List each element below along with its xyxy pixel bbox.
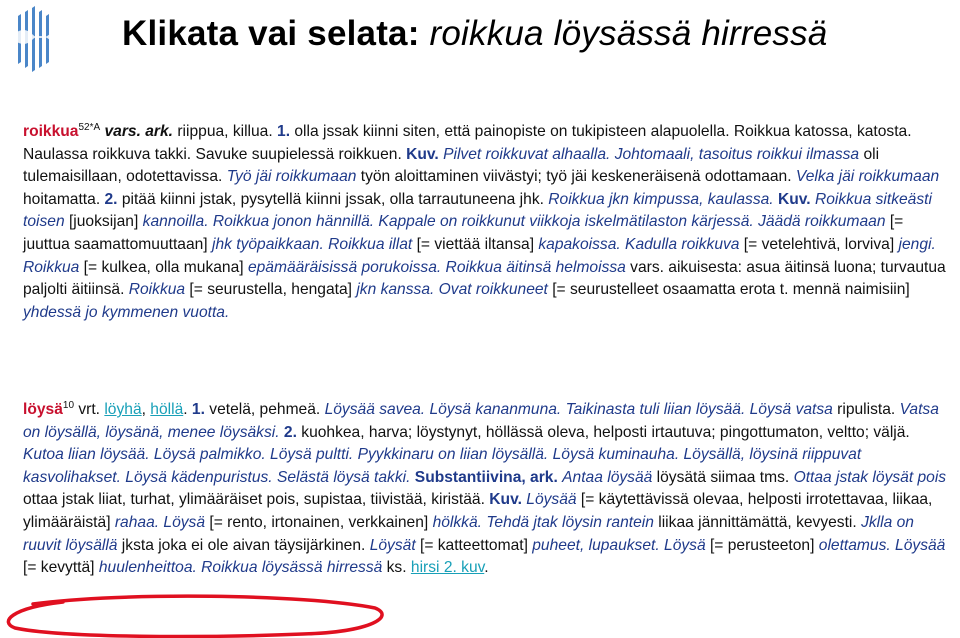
definition-text: ottaa jstak liiat, turhat, ylimääräiset pois, supistaa, tiivistää, kiristää. — [23, 491, 490, 509]
gloss-text: [= rento, irtonainen, verkkainen] — [205, 513, 433, 531]
example-text: hölkkä. Tehdä jtak löysin rantein — [432, 513, 654, 531]
sense-number: 2. — [283, 423, 297, 441]
example-text: Roikkua jkn kimpussa, kaulassa. — [548, 190, 774, 208]
highlight-oval — [3, 594, 388, 638]
example-text: Löysää savea. Löysä kananmuna. Taikinasta tuli liian löysää. Löysä vatsa — [324, 401, 833, 418]
example-text: Pilvet roikkuvat alhaalla. Johtomaali, tasoitus roikkui ilmassa — [438, 145, 860, 163]
sense-number: 1. — [191, 401, 205, 418]
separator-text: . — [183, 401, 192, 418]
headword: löysä — [23, 401, 63, 418]
title-main: Klikata vai selata: — [122, 14, 430, 53]
sense-number: 1. — [277, 123, 291, 140]
crossref-link-holla[interactable]: höllä — [150, 401, 184, 418]
example-text: Löysät — [369, 536, 416, 554]
gloss-text: [= vetelehtivä, lorviva] — [739, 235, 899, 253]
example-text: Antaa löysää — [562, 468, 653, 486]
example-text: Löysää — [526, 491, 577, 509]
example-text: Roikkua illat — [328, 235, 413, 253]
example-text: yhdessä jo kymmenen vuotta. — [23, 303, 230, 321]
usage-label: vars. ark. — [100, 123, 174, 140]
definition-text: vrt. — [74, 401, 105, 418]
headword: roikkua — [23, 123, 79, 140]
example-text: puheet, lupaukset. Löysä — [532, 536, 706, 554]
crossref-link-hirsi[interactable]: hirsi 2. kuv — [410, 559, 485, 577]
gloss-text: [= kevyttä] — [23, 559, 99, 577]
example-text: jengi. — [898, 235, 936, 253]
example-text: Roikkua sitkeästi toisen — [23, 190, 932, 231]
figurative-label: Kuv. — [406, 145, 439, 163]
example-text: rahaa. Löysä — [114, 513, 206, 531]
crossref-link-loyha[interactable]: löyhä — [104, 401, 142, 418]
definition-text: hoitamatta. — [23, 190, 105, 208]
dictionary-entry-roikkua — [23, 121, 948, 324]
definition-text: ks. — [382, 559, 411, 577]
definition-text: vars. aikuisesta: asua äitinsä luona; turvautua paljolti äitiinsä. — [23, 258, 946, 299]
definition-text: jksta joka ei ole aivan täysijärkinen. — [117, 536, 370, 554]
kielikello-wave-logo-icon — [12, 4, 52, 72]
example-text: olettamus. Löysää — [818, 536, 946, 554]
definition-text: riippua, killua. — [173, 123, 278, 140]
inflection-code: 10 — [62, 399, 75, 411]
example-text: Roikkua — [128, 281, 186, 299]
example-text: Jklla on ruuvit löysällä — [23, 513, 914, 554]
gloss-text: [= seurustella, hengata] — [185, 281, 357, 299]
gloss-text: [= seurustelleet osaamatta erota t. mennä naimisiin] — [547, 281, 910, 299]
example-text: Velka jäi roikkumaan — [795, 168, 940, 186]
definition-text: olla jssak kiinni siten, että painopiste on tukipisteen alapuolella. Roikkua katossa, katosta. Naulassa roikkuva takki. Savuke suupielessä roikkuen. — [23, 123, 912, 163]
sense-number: 2. — [104, 190, 118, 208]
page-title — [122, 14, 827, 54]
definition-text: työn aloittaminen viivästyi; työ jäi keskeneräisenä odottamaan. — [356, 168, 796, 186]
definition-text: löysätä siimaa tms. — [652, 468, 794, 486]
definition-text: kuohkea, harva; löystynyt, höllässä oleva, helposti irtautuva; pingottumaton, veltto; väljä. — [296, 423, 910, 441]
dictionary-entry-loysa — [23, 399, 948, 580]
gloss-text: [= katteettomat] — [415, 536, 533, 554]
definition-text: ripulista. — [832, 401, 900, 418]
gloss-text: [= viettää iltansa] — [412, 235, 539, 253]
gloss-text: [= juuttua saamattomuuttaan] — [23, 213, 904, 253]
definition-text: pitää kiinni jstak, pysytellä kiinni jssak, olla tarrautuneena jhk. — [117, 190, 549, 208]
separator-text: , — [141, 401, 151, 418]
usage-label: Substantiivina, ark. — [414, 468, 558, 486]
separator-text: . — [484, 559, 489, 577]
inflection-code: 52*A — [78, 121, 101, 133]
example-text: kannoilla. Roikkua jonon hännillä. Kappale on roikkunut viikkoja iskelmätilaston kärjessä. Jäädä roikkumaan — [142, 213, 886, 231]
example-text: kapakoissa. Kadulla roikkuva — [538, 235, 740, 253]
example-text: Vatsa on löysällä, löysänä, menee löysäksi. — [23, 401, 939, 441]
example-text: Roikkua — [23, 258, 80, 276]
example-text: jhk työpaikkaan. — [211, 235, 324, 253]
example-text: Ovat roikkuneet — [438, 281, 548, 299]
definition-text: oli tulemaisillaan, odotettavissa. — [23, 145, 880, 186]
gloss-text: [= perusteeton] — [705, 536, 819, 554]
gloss-text: [= kulkea, olla mukana] — [79, 258, 248, 276]
title-subtitle: roikkua löysässä hirressä — [429, 14, 828, 53]
example-text: huulenheittoa. Roikkua löysässä hirressä — [98, 559, 383, 577]
definition-text: liikaa jännittämättä, kevyesti. — [653, 513, 862, 531]
example-text: Ottaa jstak löysät pois — [793, 468, 947, 486]
gloss-text: [= käytettävissä olevaa, helposti irrotettavaa, liikaa, ylimääräistä] — [23, 491, 933, 531]
example-text: jkn kanssa. — [356, 281, 435, 299]
example-text: epämääräisissä porukoissa. Roikkua äitinsä helmoissa — [247, 258, 626, 276]
figurative-label: Kuv. — [777, 190, 811, 208]
example-text: Kutoa liian löysää. Löysä palmikko. Löysä pultti. Pyykkinaru on liian löysällä. Löysä kuminauha. Löysällä, löysinä riippuvat kasvolihakset. Löysä kädenpuristus. Selästä löysä takki. — [23, 446, 862, 486]
definition-text: vetelä, pehmeä. — [204, 401, 325, 418]
gloss-text: [juoksijan] — [64, 213, 143, 231]
example-text: Työ jäi roikkumaan — [226, 168, 357, 186]
figurative-label: Kuv. — [489, 491, 522, 509]
